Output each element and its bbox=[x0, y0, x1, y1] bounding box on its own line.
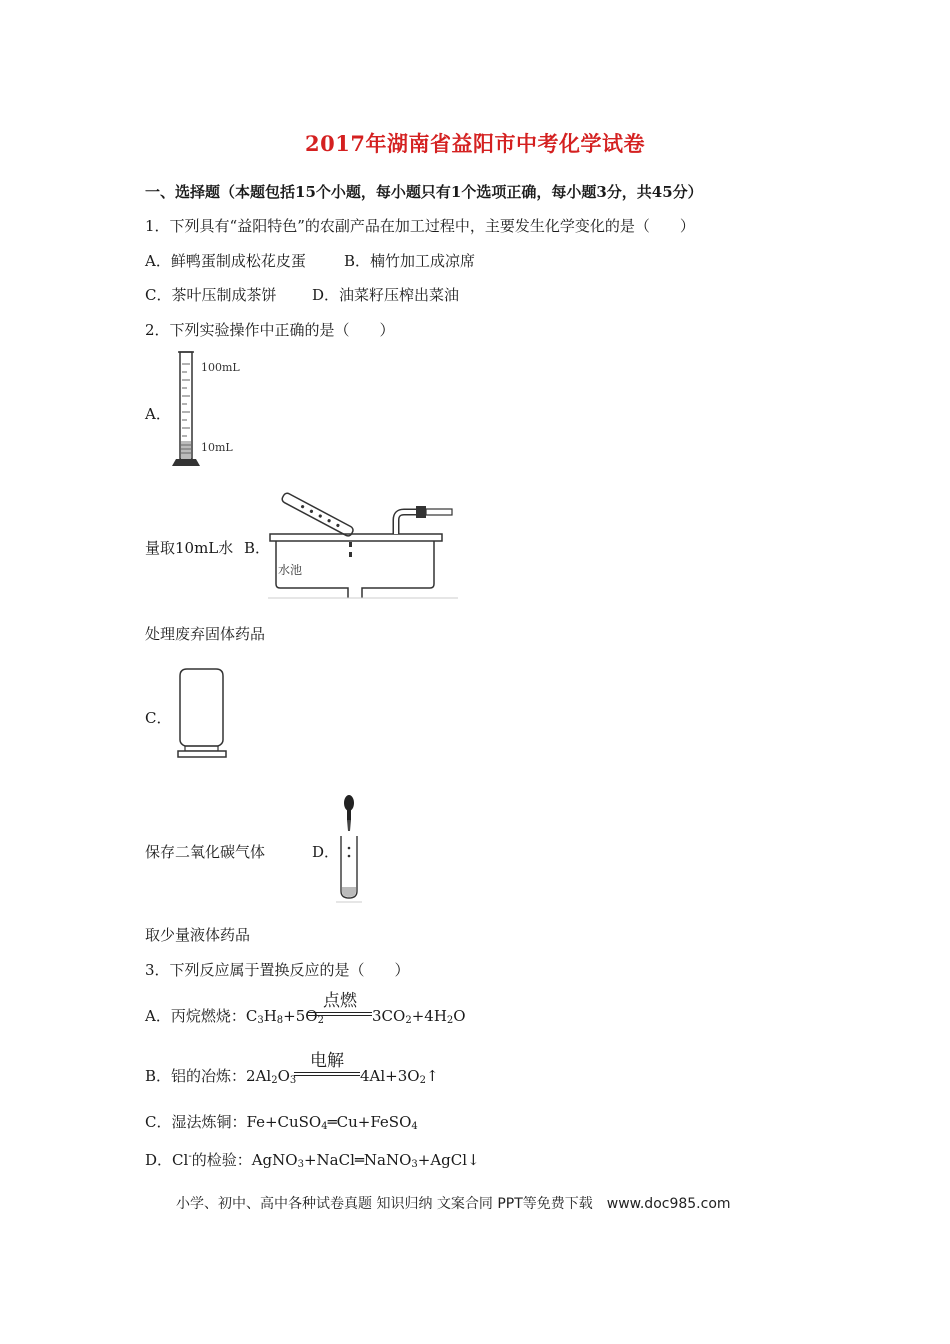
question-3-option-c: C．湿法炼铜：Fe+CuSO$_4$═Cu+FeSO$_4$ bbox=[145, 1113, 418, 1132]
cylinder-label-top: 100mL bbox=[201, 361, 240, 374]
equation-a-condition: 点燃 bbox=[308, 986, 372, 1016]
question-1-option-d: D．油菜籽压榨出菜油 bbox=[312, 286, 460, 304]
question-2-option-d-caption: 取少量液体药品 bbox=[145, 926, 251, 944]
equation-c: Fe+CuSO$_4$═Cu+FeSO$_4$ bbox=[246, 1113, 418, 1132]
sink-disposal-figure bbox=[268, 492, 458, 598]
equation-d: AgNO$_3$+NaCl═NaNO$_3$+AgCl↓ bbox=[251, 1151, 480, 1170]
question-2-option-a-caption: 量取10mL水 bbox=[145, 539, 234, 557]
equation-a-left: $C_3H_8+5O_2$ bbox=[245, 1007, 324, 1026]
question-3-option-d: D．Cl-的检验：AgNO$_3$+NaCl═NaNO$_3$+AgCl↓ bbox=[145, 1151, 480, 1170]
equation-a-right: $3CO_2+4H_2O$ bbox=[372, 1007, 466, 1026]
question-2-option-d-label: D． bbox=[312, 843, 340, 861]
question-2-option-b-caption: 处理废弃固体药品 bbox=[145, 625, 266, 643]
question-1-stem: 1．下列具有“益阳特色”的农副产品在加工过程中，主要发生化学变化的是（ ） bbox=[145, 217, 695, 235]
question-3-option-a: A．丙烷燃烧：$C_3H_8+5O_2$ bbox=[145, 1007, 324, 1026]
gas-jar-figure bbox=[172, 664, 232, 762]
cylinder-label-bottom: 10mL bbox=[201, 441, 233, 454]
equation-b-left: $2Al_2O_3$ bbox=[246, 1067, 297, 1086]
question-3-option-b: B．铝的冶炼：$2Al_2O_3$ bbox=[145, 1067, 297, 1086]
dropper-test-tube-figure bbox=[334, 793, 364, 905]
page-title: 2017年湖南省益阳市中考化学试卷 bbox=[305, 131, 645, 156]
question-1-option-a: A．鲜鸭蛋制成松花皮蛋 bbox=[145, 252, 306, 270]
equation-b-condition: 电解 bbox=[294, 1046, 360, 1076]
question-2-option-c-caption: 保存二氧化碳气体 bbox=[145, 843, 266, 861]
question-2-option-a-label: A． bbox=[145, 405, 171, 423]
section-heading: 一、选择题（本题包括15个小题，每小题只有1个选项正确，每小题3分，共45分） bbox=[145, 183, 703, 201]
question-3-stem: 3．下列反应属于置换反应的是（ ） bbox=[145, 961, 410, 979]
graduated-cylinder-figure bbox=[170, 348, 250, 470]
question-2-option-b-label: B． bbox=[244, 539, 271, 557]
footer-text: 小学、初中、高中各种试卷真题 知识归纳 文案合同 PPT等免费下载 www.doc985.com bbox=[176, 1196, 731, 1212]
question-1-option-c: C．茶叶压制成茶饼 bbox=[145, 286, 277, 304]
question-1-option-b: B．楠竹加工成凉席 bbox=[344, 252, 476, 270]
question-2-stem: 2．下列实验操作中正确的是（ ） bbox=[145, 321, 395, 339]
equation-b-right: $4Al+3O_2↑$ bbox=[360, 1067, 439, 1086]
sink-label: 水池 bbox=[278, 563, 303, 577]
question-2-option-c-label: C． bbox=[145, 709, 172, 727]
